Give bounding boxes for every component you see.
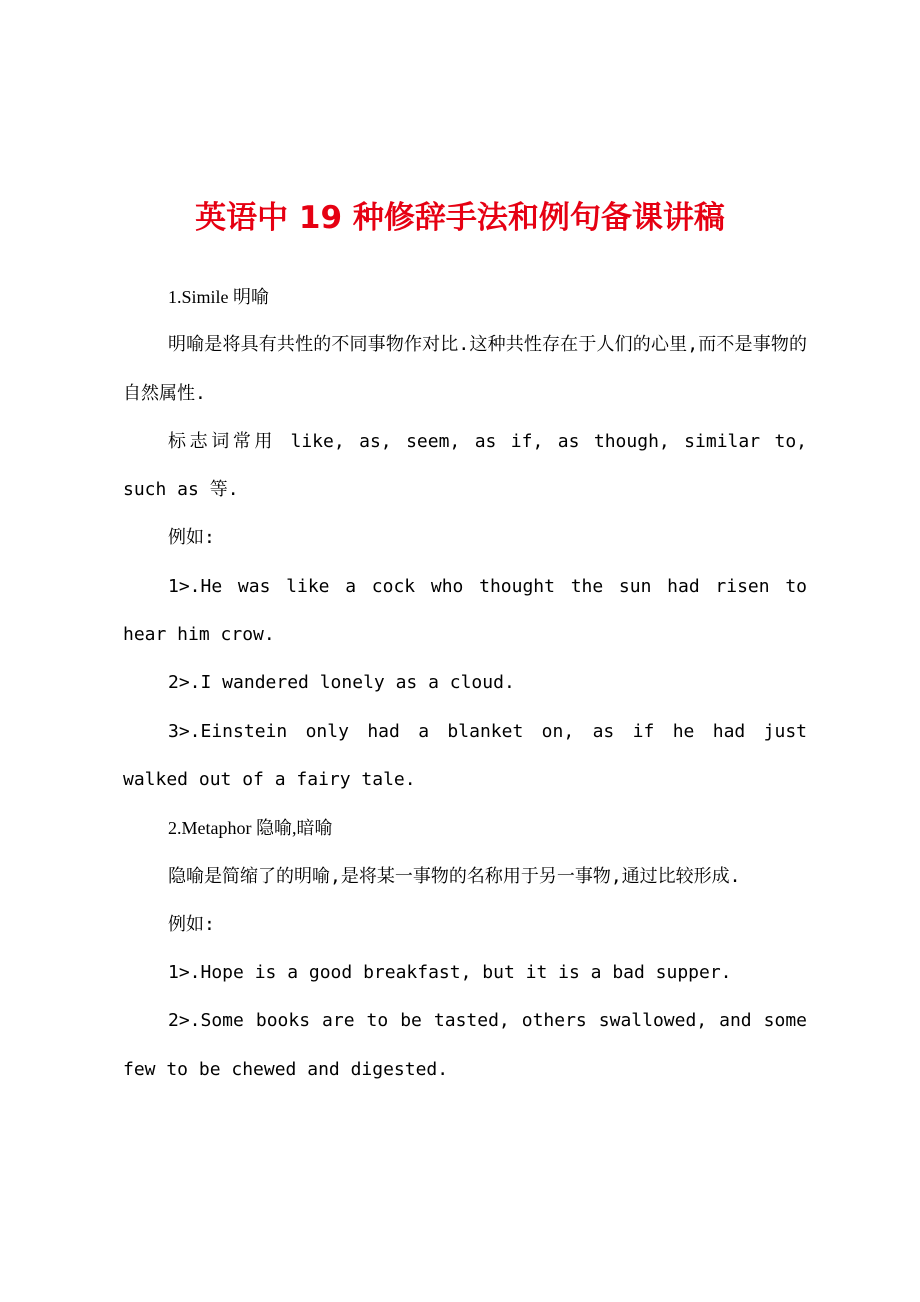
paragraph-metaphor-example-2: 2>.Some books are to be tasted, others swallowed, and some few to be chewed and digested.: [123, 1010, 807, 1080]
paragraph-simile-example-2: 2>.I wandered lonely as a cloud.: [168, 672, 515, 694]
paragraph-metaphor-definition: 隐喻是简缩了的明喻,是将某一事物的名称用于另一事物,通过比较形成.: [168, 865, 741, 887]
paragraph-simile-markers: 标志词常用 like, as, seem, as if, as though, similar to, such as 等.: [123, 430, 807, 501]
paragraph-simile-example-1: 1>.He was like a cock who thought the sun had risen to hear him crow.: [123, 575, 807, 646]
paragraph-metaphor-example-1: 1>.Hope is a good breakfast, but it is a bad supper.: [168, 962, 732, 984]
paragraph-example-label: 例如:: [168, 913, 215, 935]
paragraph-simile-example-3: 3>.Einstein only had a blanket on, as if he had just walked out of a fairy tale.: [123, 720, 807, 790]
document-body: [123, 273, 807, 1094]
paragraph-simile-definition: 明喻是将具有共性的不同事物作对比.这种共性存在于人们的心里,而不是事物的自然属性.: [123, 334, 807, 404]
section-heading-metaphor: 2.Metaphor 隐喻,暗喻: [168, 818, 333, 839]
document-title: 英语中 19 种修辞手法和例句备课讲稿: [195, 200, 725, 236]
paragraph-example-label: 例如:: [168, 527, 215, 549]
section-heading-simile: 1.Simile 明喻: [168, 287, 270, 307]
